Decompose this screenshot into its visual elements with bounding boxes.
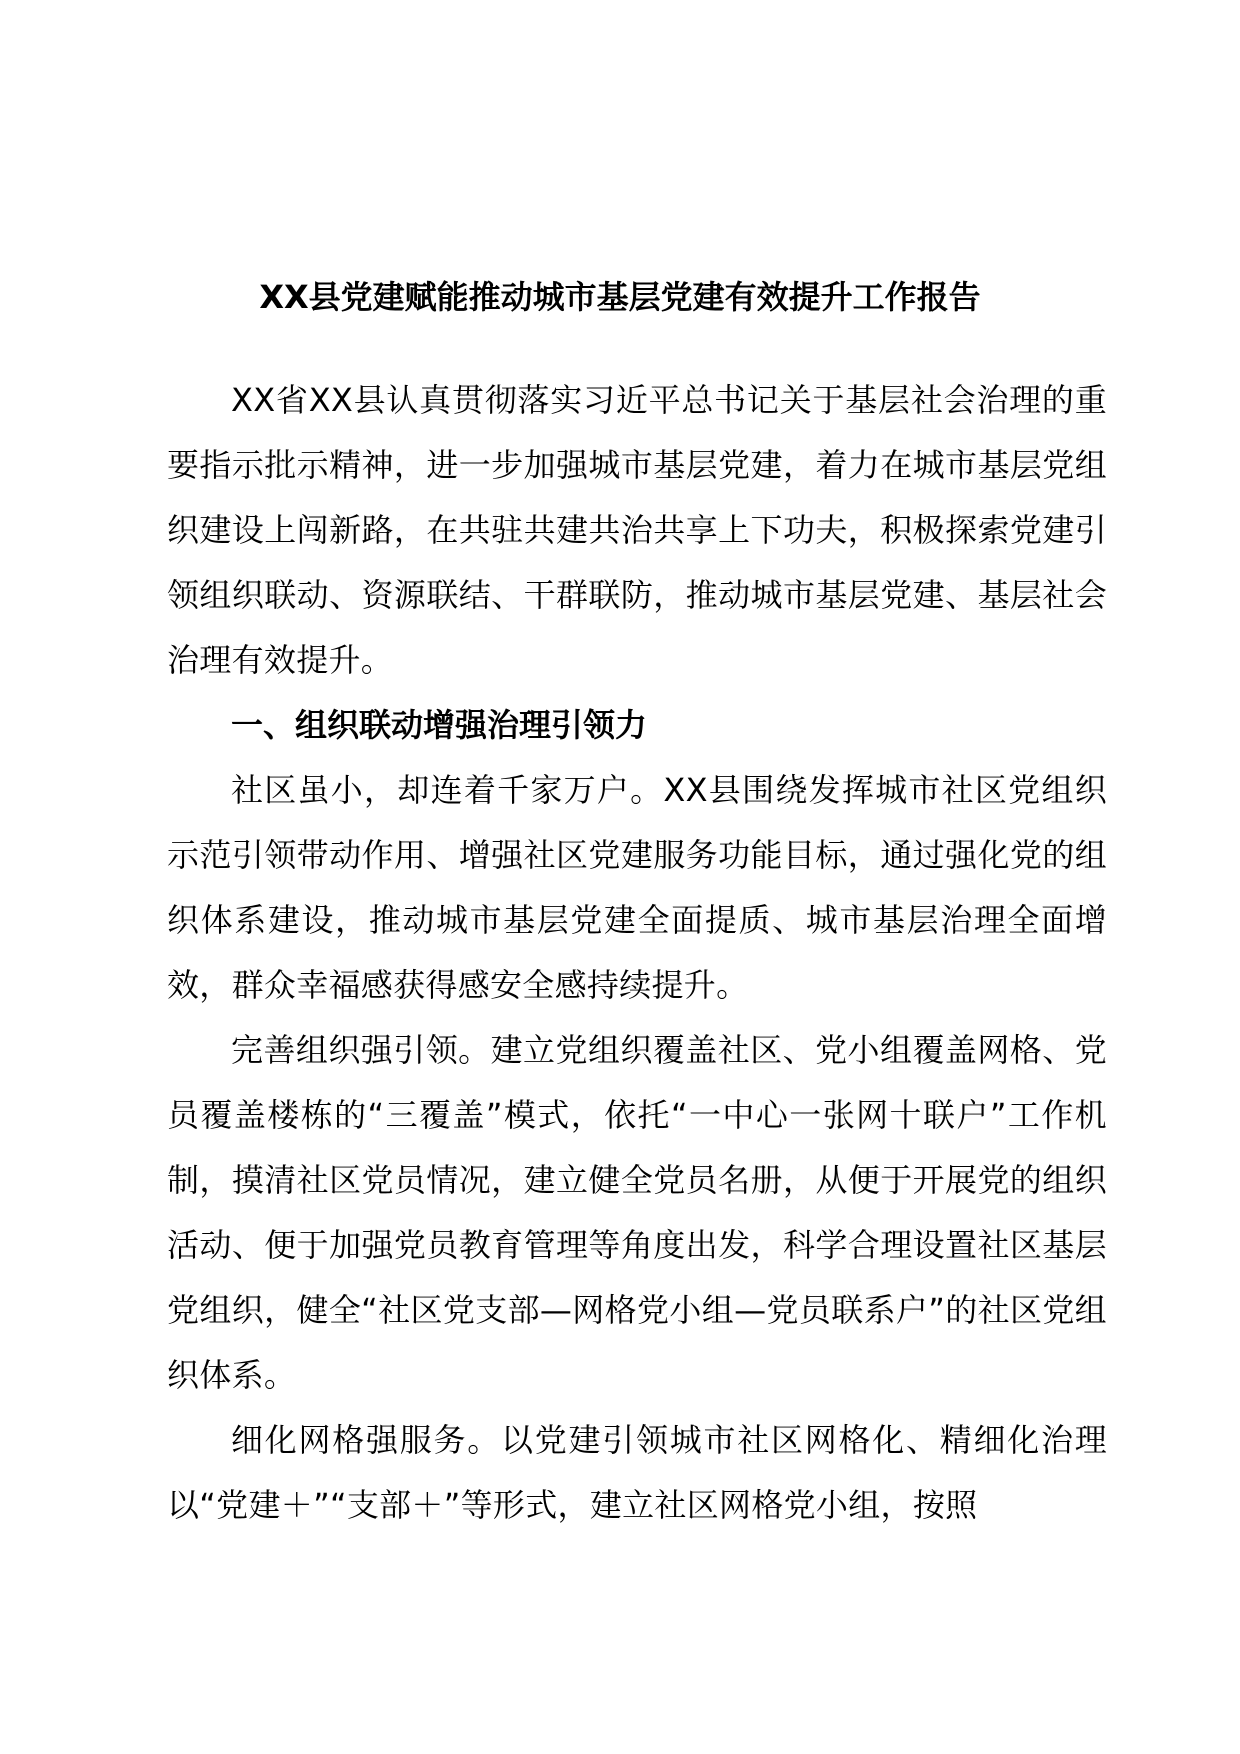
body-paragraph: 细化网格强服务。以党建引领城市社区网格化、精细化治理以“党建＋”“支部＋”等形式，建立社区网格党小组，按照: [167, 1421, 1107, 1524]
intro-paragraph: XX省XX县认真贯彻落实习近平总书记关于基层社会治理的重要指示批示精神，进一步加强城市基层党建，着力在城市基层党组织建设上闯新路，在共驻共建共治共享上下功夫，积极探索党建引领组织联动、资源联结、干群联防，推动城市基层党建、基层社会治理有效提升。: [167, 381, 1107, 679]
body-paragraph: 社区虽小，却连着千家万户。XX县围绕发挥城市社区党组织示范引领带动作用、增强社区党建服务功能目标，通过强化党的组织体系建设，推动城市基层党建全面提质、城市基层治理全面增效，群众幸福感获得感安全感持续提升。: [167, 771, 1107, 1004]
section-heading-1: 一、组织联动增强治理引领力: [231, 706, 648, 744]
document-title: XX县党建赋能推动城市基层党建有效提升工作报告: [259, 278, 981, 316]
document-body: [167, 368, 1107, 1538]
body-paragraph: 完善组织强引领。建立党组织覆盖社区、党小组覆盖网格、党员覆盖楼栋的“三覆盖”模式，依托“一中心一张网十联户”工作机制，摸清社区党员情况，建立健全党员名册，从便于开展党的组织活动、便于加强党员教育管理等角度出发，科学合理设置社区基层党组织，健全“社区党支部—网格党小组—党员联系户”的社区党组织体系。: [167, 1031, 1107, 1394]
